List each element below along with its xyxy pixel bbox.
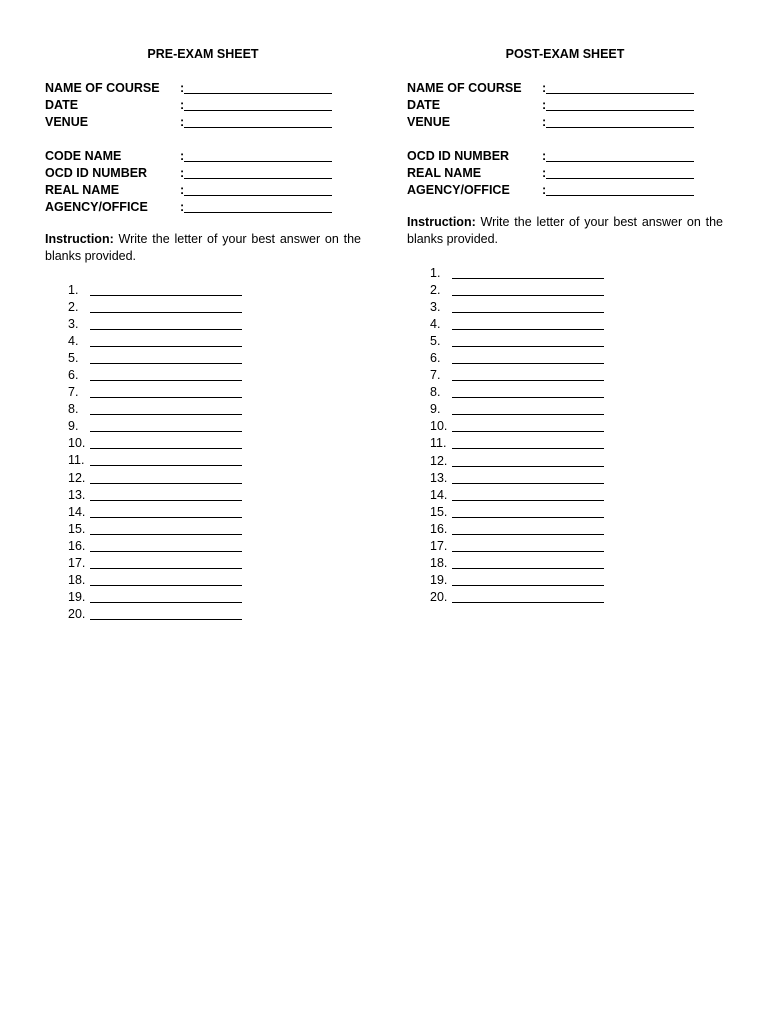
answer-blank[interactable]: [452, 401, 604, 415]
instruction: [45, 231, 361, 265]
answer-blank[interactable]: [90, 418, 242, 432]
field-label: DATE: [407, 98, 441, 112]
item-number: 15.: [68, 521, 86, 536]
field-colon: :: [542, 98, 547, 112]
field-row: [407, 114, 723, 131]
list-item: [45, 401, 361, 418]
item-number: 10.: [430, 419, 448, 434]
list-item: [407, 521, 723, 538]
list-item: [407, 333, 723, 350]
item-number: 11.: [430, 436, 447, 451]
answer-blank[interactable]: [452, 538, 604, 552]
field-blank[interactable]: [184, 97, 332, 111]
field-row: [45, 114, 361, 131]
answer-blank[interactable]: [90, 589, 242, 603]
answer-blank[interactable]: [90, 401, 242, 415]
item-number: 8.: [430, 385, 441, 400]
field-blank[interactable]: [546, 80, 694, 94]
item-number: 18.: [430, 555, 448, 570]
page-title: PRE-EXAM SHEET: [147, 47, 259, 61]
item-number: 3.: [430, 300, 441, 315]
list-item: [45, 333, 361, 350]
item-number: 20.: [68, 606, 86, 621]
answer-list: [45, 282, 361, 623]
list-item: [407, 384, 723, 401]
answer-blank[interactable]: [452, 572, 604, 586]
list-item: [45, 384, 361, 401]
item-number: 14.: [430, 487, 448, 502]
answer-blank[interactable]: [90, 504, 242, 518]
field-blank[interactable]: [546, 148, 694, 162]
item-number: 13.: [430, 470, 448, 485]
field-row: [407, 97, 723, 114]
field-blank[interactable]: [546, 165, 694, 179]
list-item: [407, 504, 723, 521]
item-number: 4.: [430, 317, 441, 332]
answer-blank[interactable]: [452, 435, 604, 449]
field-label: VENUE: [45, 115, 89, 129]
list-item: [407, 350, 723, 367]
field-label: NAME OF COURSE: [45, 81, 160, 95]
answer-blank[interactable]: [452, 521, 604, 535]
list-item: [45, 418, 361, 435]
list-item: [45, 589, 361, 606]
answer-blank[interactable]: [452, 589, 604, 603]
field-colon: :: [180, 149, 185, 163]
list-item: [45, 350, 361, 367]
answer-list: [407, 265, 723, 606]
list-item: [407, 589, 723, 606]
field-blank[interactable]: [546, 182, 694, 196]
answer-blank[interactable]: [90, 367, 242, 381]
header-fields-a: [407, 80, 723, 131]
item-number: 9.: [430, 402, 441, 417]
item-number: 6.: [68, 368, 79, 383]
answer-blank[interactable]: [90, 606, 242, 620]
list-item: [407, 538, 723, 555]
field-colon: :: [542, 81, 547, 95]
list-item: [45, 555, 361, 572]
answer-blank[interactable]: [90, 316, 242, 330]
item-number: 12.: [430, 453, 448, 468]
list-item: [45, 435, 361, 452]
list-item: [45, 316, 361, 333]
item-number: 6.: [430, 351, 441, 366]
item-number: 3.: [68, 317, 79, 332]
field-label: OCD ID NUMBER: [407, 149, 510, 163]
list-item: [407, 265, 723, 282]
field-row: [45, 80, 361, 97]
answer-blank[interactable]: [452, 487, 604, 501]
item-number: 16.: [68, 538, 86, 553]
answer-blank[interactable]: [452, 350, 604, 364]
field-blank[interactable]: [184, 182, 332, 196]
page-title: POST-EXAM SHEET: [505, 47, 625, 61]
field-label: NAME OF COURSE: [407, 81, 522, 95]
header-fields-b: [45, 148, 361, 216]
answer-blank[interactable]: [452, 299, 604, 313]
answer-blank[interactable]: [452, 333, 604, 347]
field-label: VENUE: [407, 115, 451, 129]
list-item: [45, 299, 361, 316]
item-number: 5.: [430, 334, 441, 349]
item-number: 18.: [68, 572, 86, 587]
list-item: [407, 555, 723, 572]
field-colon: :: [180, 183, 185, 197]
field-blank[interactable]: [184, 199, 332, 213]
instruction: [407, 214, 723, 248]
field-colon: :: [180, 115, 185, 129]
field-label: AGENCY/OFFICE: [407, 183, 510, 197]
list-item: [45, 606, 361, 623]
list-item: [45, 538, 361, 555]
item-number: 7.: [68, 385, 79, 400]
field-colon: :: [180, 200, 185, 214]
list-item: [407, 418, 723, 435]
list-item: [407, 487, 723, 504]
list-item: [407, 316, 723, 333]
list-item: [45, 452, 361, 469]
answer-blank[interactable]: [90, 538, 242, 552]
answer-blank[interactable]: [452, 265, 604, 279]
item-number: 8.: [68, 402, 79, 417]
field-colon: :: [180, 98, 185, 112]
item-number: 15.: [430, 504, 448, 519]
answer-blank[interactable]: [90, 384, 242, 398]
item-number: 5.: [68, 351, 79, 366]
field-label: REAL NAME: [45, 183, 120, 197]
instruction-label: Instruction:: [45, 232, 114, 246]
item-number: 2.: [68, 300, 79, 315]
list-item: [45, 367, 361, 384]
list-item: [407, 470, 723, 487]
field-blank[interactable]: [184, 148, 332, 162]
field-row: [45, 182, 361, 199]
field-label: REAL NAME: [407, 166, 482, 180]
answer-blank[interactable]: [452, 453, 604, 467]
field-label: DATE: [45, 98, 79, 112]
field-blank[interactable]: [546, 97, 694, 111]
item-number: 13.: [68, 487, 86, 502]
item-number: 14.: [68, 504, 86, 519]
pre-exam-sheet: [45, 46, 361, 623]
item-number: 4.: [68, 334, 79, 349]
answer-blank[interactable]: [90, 452, 242, 466]
answer-blank[interactable]: [90, 572, 242, 586]
answer-blank[interactable]: [90, 555, 242, 569]
item-number: 9.: [68, 419, 79, 434]
list-item: [407, 572, 723, 589]
answer-blank[interactable]: [90, 333, 242, 347]
answer-blank[interactable]: [452, 316, 604, 330]
list-item: [45, 282, 361, 299]
list-item: [407, 299, 723, 316]
field-blank[interactable]: [546, 114, 694, 128]
item-number: 1.: [430, 266, 441, 280]
item-number: 2.: [430, 283, 441, 298]
field-row: [45, 165, 361, 182]
field-row: [45, 148, 361, 165]
item-number: 12.: [68, 470, 86, 485]
answer-blank[interactable]: [90, 299, 242, 313]
field-row: [45, 97, 361, 114]
instruction-text: Write the letter of your best answer on the blanks provided.: [407, 215, 723, 246]
instruction-text: Write the letter of your best answer on the blanks provided.: [45, 232, 361, 263]
answer-blank[interactable]: [452, 282, 604, 296]
item-number: 11.: [68, 453, 85, 468]
answer-blank[interactable]: [90, 487, 242, 501]
answer-blank[interactable]: [90, 350, 242, 364]
list-item: [407, 367, 723, 384]
field-label: CODE NAME: [45, 149, 122, 163]
header-fields-b: [407, 148, 723, 199]
item-number: 1.: [68, 283, 79, 297]
answer-blank[interactable]: [452, 384, 604, 398]
item-number: 19.: [68, 589, 86, 604]
answer-blank[interactable]: [452, 367, 604, 381]
field-colon: :: [542, 166, 547, 180]
field-label: AGENCY/OFFICE: [45, 200, 148, 214]
list-item: [407, 401, 723, 418]
field-colon: :: [180, 166, 185, 180]
field-blank[interactable]: [184, 80, 332, 94]
field-row: [45, 199, 361, 216]
list-item: [407, 435, 723, 452]
field-colon: :: [542, 183, 547, 197]
field-row: [407, 165, 723, 182]
list-item: [407, 453, 723, 470]
item-number: 20.: [430, 589, 448, 604]
field-row: [407, 182, 723, 199]
answer-blank[interactable]: [90, 282, 242, 296]
field-colon: :: [180, 81, 185, 95]
field-row: [407, 80, 723, 97]
field-colon: :: [542, 149, 547, 163]
answer-blank[interactable]: [452, 555, 604, 569]
list-item: [45, 521, 361, 538]
item-number: 17.: [430, 538, 448, 553]
answer-blank[interactable]: [90, 521, 242, 535]
list-item: [407, 282, 723, 299]
item-number: 7.: [430, 368, 441, 383]
post-exam-sheet: [407, 46, 723, 606]
field-colon: :: [542, 115, 547, 129]
answer-blank[interactable]: [452, 504, 604, 518]
answer-blank[interactable]: [452, 470, 604, 484]
instruction-label: Instruction:: [407, 215, 476, 229]
field-row: [407, 148, 723, 165]
answer-blank[interactable]: [90, 470, 242, 484]
item-number: 16.: [430, 521, 448, 536]
field-blank[interactable]: [184, 165, 332, 179]
field-blank[interactable]: [184, 114, 332, 128]
list-item: [45, 487, 361, 504]
list-item: [45, 504, 361, 521]
item-number: 17.: [68, 555, 86, 570]
item-number: 19.: [430, 572, 448, 587]
answer-blank[interactable]: [452, 418, 604, 432]
list-item: [45, 470, 361, 487]
item-number: 10.: [68, 436, 86, 451]
header-fields-a: [45, 80, 361, 131]
list-item: [45, 572, 361, 589]
field-label: OCD ID NUMBER: [45, 166, 148, 180]
answer-blank[interactable]: [90, 435, 242, 449]
